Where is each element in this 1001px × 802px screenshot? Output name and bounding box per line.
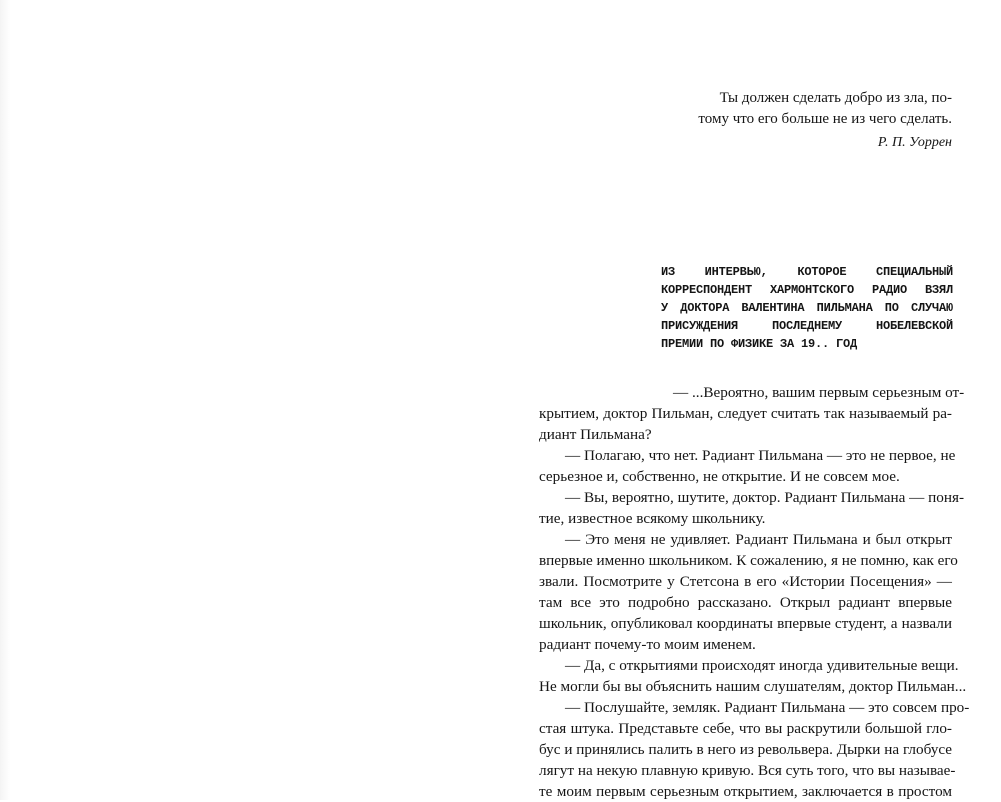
text-line: крытием, доктор Пильман, следует считать так называемый ра- (539, 405, 952, 422)
text-line: школьник, опубликовал координаты впервые студент, а назвали (539, 615, 952, 632)
text-line: серьезное и, собственно, не открытие. И не совсем мое. (539, 468, 900, 485)
text-line: — Это меня не удивляет. Радиант Пильмана и был открыт (565, 531, 952, 548)
text-line: Не могли бы вы объяснить нашим слушателям, доктор Пильман... (539, 678, 967, 695)
epigraph-author: Р. П. Уоррен (877, 135, 952, 150)
heading-line: КОРРЕСПОНДЕНТ ХАРМОНТСКОГО РАДИО ВЗЯЛ (661, 283, 953, 297)
heading-line: ПРИСУЖДЕНИЯ ПОСЛЕДНЕМУ НОБЕЛЕВСКОЙ (661, 319, 953, 333)
text-line: радиант почему-то моим именем. (539, 636, 756, 653)
text-line: стая штука. Представьте себе, что вы раскрутили большой гло- (539, 720, 952, 737)
interview-text (539, 382, 970, 802)
text-line: бус и принялись палить в него из револьвера. Дырки на глобусе (539, 741, 952, 758)
epigraph-line: Ты должен сделать добро из зла, по- (719, 90, 952, 106)
epigraph (660, 88, 952, 153)
heading-line: ИЗ ИНТЕРВЬЮ, КОТОРОЕ СПЕЦИАЛЬНЫЙ (661, 265, 953, 279)
chapter-heading (661, 263, 953, 353)
text-line: — Полагаю, что нет. Радиант Пильмана — это не первое, не (565, 447, 956, 464)
epigraph-line: тому что его больше не из чего сделать. (698, 111, 952, 127)
heading-line: У ДОКТОРА ВАЛЕНТИНА ПИЛЬМАНА ПО СЛУЧАЮ (661, 301, 953, 315)
text-line: звали. Посмотрите у Стетсона в его «Истории Посещения» — (539, 573, 952, 590)
text-line: те моим первым серьезным открытием, заключается в простом (539, 783, 952, 800)
text-line: — ...Вероятно, вашим первым серьезным от- (673, 384, 965, 401)
text-line: — Да, с открытиями происходят иногда удивительные вещи. (565, 657, 959, 674)
page-gutter (0, 0, 10, 800)
text-line: тие, известное всякому школьнику. (539, 510, 766, 527)
text-line: впервые именно школьником. К сожалению, я не помню, как его (539, 552, 958, 569)
text-line: там все это подробно рассказано. Открыл радиант впервые (539, 594, 952, 611)
text-line: лягут на некую плавную кривую. Вся суть того, что вы называе- (539, 762, 956, 779)
heading-line: ПРЕМИИ ПО ФИЗИКЕ ЗА 19.. ГОД (661, 337, 858, 351)
text-line: — Вы, вероятно, шутите, доктор. Радиант Пильмана — поня- (565, 489, 965, 506)
text-line: — Послушайте, земляк. Радиант Пильмана — это совсем про- (565, 699, 970, 716)
text-line: диант Пильмана? (539, 426, 652, 443)
